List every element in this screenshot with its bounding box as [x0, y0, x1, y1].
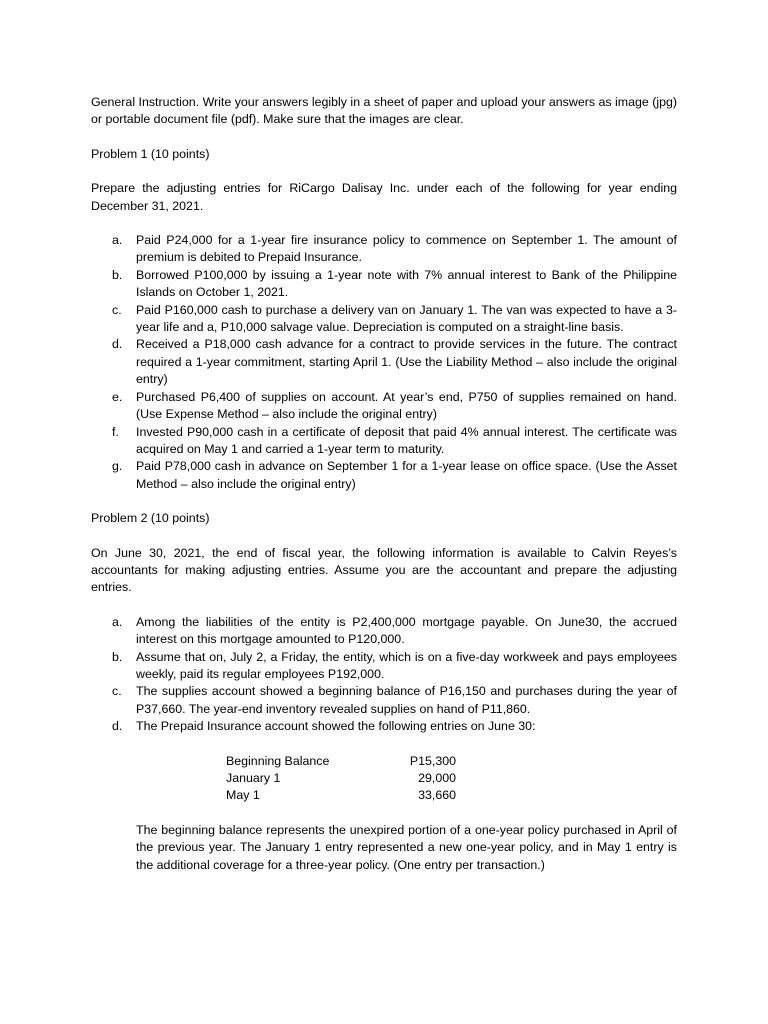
entry-label: January 1	[226, 771, 281, 785]
document-page	[91, 94, 677, 874]
item-text: Received a P18,000 cash advance for a contract to provide services in the future. The contract required a 1-year commitment, starting April 1. (Use the Liability Method – also include the original entry)	[136, 337, 677, 387]
list-item	[91, 267, 677, 302]
list-item	[91, 683, 677, 718]
item-text: Invested P90,000 cash in a certificate of deposit that paid 4% annual interest. The certificate was acquired on May 1 and carried a 1-year term to maturity.	[136, 424, 677, 456]
item-marker: f.	[112, 424, 119, 439]
list-item	[91, 614, 677, 649]
item-marker: a.	[112, 233, 123, 248]
item-marker: e.	[112, 389, 123, 404]
problem1-intro: Prepare the adjusting entries for RiCargo Dalisay Inc. under each of the following for year ending December 31, 2021.	[91, 181, 677, 213]
general-instruction: General Instruction. Write your answers legibly in a sheet of paper and upload your answers as image (jpg) or portable document file (pdf). Make sure that the images are clear.	[91, 95, 677, 127]
item-marker: b.	[112, 649, 123, 664]
list-item	[91, 649, 677, 684]
item-marker: a.	[112, 614, 123, 629]
item-text: Purchased P6,400 of supplies on account. At year’s end, P750 of supplies remained on hand. (Use Expense Method – also include the original entry)	[136, 389, 677, 422]
problem2-list	[91, 614, 677, 736]
prepaid-insurance-table	[226, 753, 456, 805]
item-text: Paid P78,000 cash in advance on September 1 for a 1-year lease on office space. (Use the Asset Method – also include the original entry)	[136, 459, 677, 491]
problem2-closing-note: The beginning balance represents the unexpired portion of a one-year policy purchased in April of the previous year. The January 1 entry represented a new one-year policy, and in May 1 entry is the additional coverage for a three-year policy. (One entry per transaction.)	[136, 822, 677, 872]
problem2-heading: Problem 2 (10 points)	[91, 511, 210, 526]
list-item	[91, 389, 677, 424]
item-marker: b.	[112, 267, 123, 282]
problem2-intro: On June 30, 2021, the end of fiscal year, the following information is available to Calvin Reyes’s accountants for making adjusting entries. Assume you are the accountant and prepare the adjusting entries.	[91, 545, 677, 595]
item-text: Paid P24,000 for a 1-year fire insurance policy to commence on September 1. The amount of premium is debited to Prepaid Insurance.	[136, 233, 677, 265]
entry-amount: 33,660	[418, 788, 456, 803]
list-item	[91, 336, 677, 388]
item-marker: c.	[112, 302, 122, 317]
item-text: The supplies account showed a beginning balance of P16,150 and purchases during the year of P37,660. The year-end inventory revealed supplies on hand of P11,860.	[136, 684, 677, 716]
problem1-heading: Problem 1 (10 points)	[91, 146, 210, 161]
item-text: Assume that on, July 2, a Friday, the entity, which is on a five-day workweek and pays employees weekly, paid its regular employees P192,000.	[136, 649, 677, 681]
table-row	[226, 753, 456, 770]
item-marker: g.	[112, 459, 123, 474]
item-marker: d.	[112, 337, 123, 352]
list-item	[91, 302, 677, 337]
table-row	[226, 787, 456, 804]
entry-label: May 1	[226, 788, 260, 803]
list-item	[91, 458, 677, 493]
item-marker: d.	[112, 719, 123, 734]
entry-label: Beginning Balance	[226, 753, 330, 768]
item-text: Paid P160,000 cash to purchase a delivery van on January 1. The van was expected to have a 3-year life and a, P10,000 salvage value. Depreciation is computed on a straight-line basis.	[136, 302, 677, 335]
problem1-list	[91, 232, 677, 493]
item-text: Borrowed P100,000 by issuing a 1-year note with 7% annual interest to Bank of the Philippine Islands on October 1, 2021.	[136, 267, 677, 300]
table-row	[226, 770, 456, 787]
entry-amount: 29,000	[418, 771, 456, 785]
item-text: The Prepaid Insurance account showed the following entries on June 30:	[136, 719, 536, 734]
list-item	[91, 424, 677, 459]
list-item	[91, 718, 677, 735]
entry-amount: P15,300	[409, 753, 456, 768]
item-marker: c.	[112, 684, 122, 699]
list-item	[91, 232, 677, 267]
item-text: Among the liabilities of the entity is P2,400,000 mortgage payable. On June30, the accrued interest on this mortgage amounted to P120,000.	[136, 614, 677, 647]
